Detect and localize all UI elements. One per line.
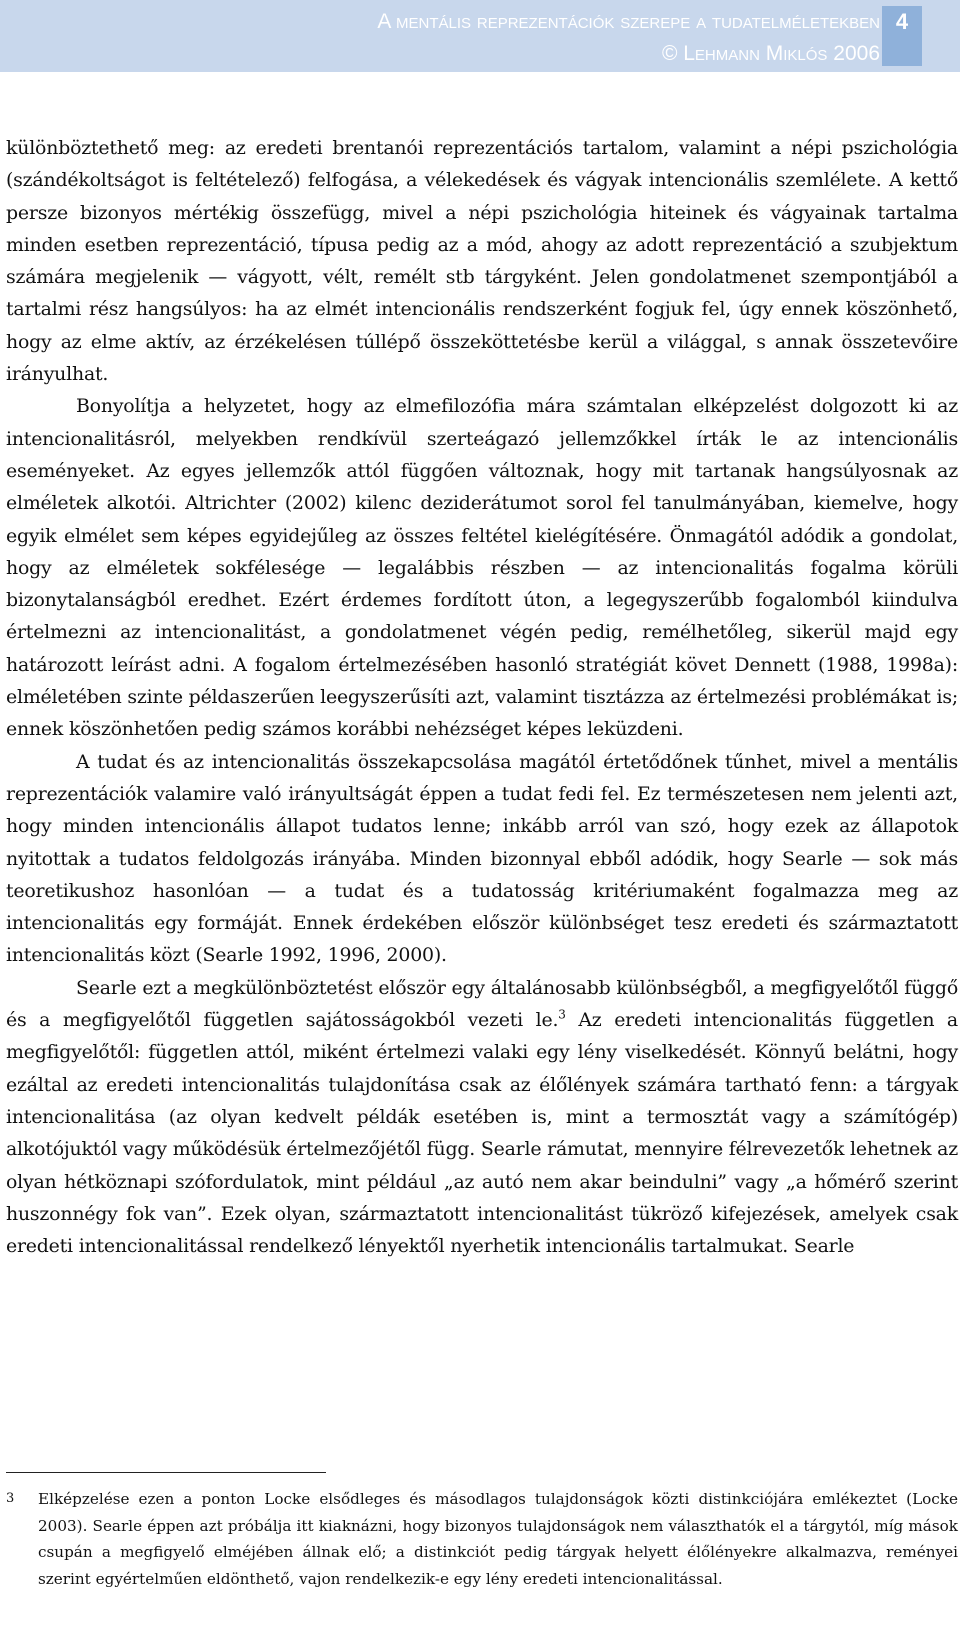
paragraph-text: Searle ezt a megkülönböztetést először egy általánosabb különbségből, a megfigyelőtől függő és a megfigyelőtől független sajátosságokból vezeti le. xyxy=(6,976,958,1032)
footnote-text: Elképzelése ezen a ponton Locke elsődleges és másodlagos tulajdonságok közti distinkciójára emlékeztet (Locke 2003). Searle éppen azt próbálja itt kiaknázni, hogy bizonyos tulajdonságok nem választhatók el a tárgytól, míg mások csupán a megfigyelő elméjében állnak elő; a distinkciót pedig tárgyak helyett élőlényekre alkalmazva, reményei szerint egyértelműen eldönthető, vajon rendelkezik-e egy lény eredeti intencionalitással. xyxy=(38,1490,958,1588)
footnote xyxy=(6,1486,958,1592)
running-title: A mentális reprezentációk szerepe a tudatelméletekben xyxy=(377,10,880,33)
running-header xyxy=(377,6,880,70)
footnote-separator xyxy=(6,1472,326,1473)
paragraph xyxy=(6,972,958,1263)
footnote-mark: 3 xyxy=(6,1491,15,1506)
paragraph: Bonyolítja a helyzetet, hogy az elmefilozófia mára számtalan elképzelést dolgozott ki az intencionalitásról, melyekben rendkívül szerteágazó jellemzőkkel írták le az intencionális eseményeket. Az egyes jellemzők attól függően változnak, hogy mit tartanak hangsúlyosnak az elméletek alkotói. Altrichter (2002) kilenc deziderátumot sorol fel tanulmányában, kiemelve, hogy egyik elmélet sem képes egyidejűleg az összes feltétel kielégítésére. Önmagától adódik a gondolat, hogy az elméletek sokfélesége — legalábbis részben — az intencionalitás fogalma körüli bizonytalanságból eredhet. Ezért érdemes fordított úton, a legegyszerűbb fogalomból kiindulva értelmezni az intencionalitást, a gondolatmenet végén pedig, remélhetőleg, sikerül majd egy határozott leírást adni. A fogalom értelmezésében hasonló stratégiát követ Dennett (1988, 1998a): elméletében szinte példaszerűen leegyszerűsíti azt, valamint tisztázza az értelmezési problémákat is; ennek köszönhetően pedig számos korábbi nehézséget képes leküzdeni. xyxy=(6,395,958,741)
page-number: 4 xyxy=(882,6,922,66)
paragraph-text: Az eredeti intencionalitás független a megfigyelőtől: független attól, miként értelmezi valaki egy lény viselkedését. Könnyű belátni, hogy ezáltal az eredeti intencionalitás tulajdonítása csak az élőlények számára tartható fenn: a tárgyak intencionalitása (az olyan kedvelt példák esetében is, mint a termosztát vagy a számítógép) alkotójuktól vagy működésük értelmezőjétől függ. Searle rámutat, mennyire félrevezetők lehetnek az olyan hétköznapi szófordulatok, mint például „az autó nem akar beindulni” vagy „a hőmérő szerint huszonnégy fok van”. Ezek olyan, származtatott intencionalitást tükröző kifejezések, amelyek csak eredeti intencionalitással rendelkező lényektől nyerhetik intencionális tartalmukat. Searle xyxy=(6,1009,958,1258)
paragraph: különböztethető meg: az eredeti brentanói reprezentációs tartalom, valamint a népi pszichológia (szándékoltságot is feltételező) felfogása, a vélekedések és vágyak intencionális szemlélete. A kettő persze bizonyos mértékig összefügg, mivel a népi pszichológia hiteinek és vágyainak tartalma minden esetben reprezentáció, típusa pedig az a mód, ahogy az adott reprezentáció a szubjektum számára megjelenik — vágyott, vélt, remélt stb tárgyként. Jelen gondolatmenet szempontjából a tartalmi rész hangsúlyos: ha az elmét intencionális rendszerként fogjuk fel, úgy ennek köszönhető, hogy az elme aktív, az érzékelésen túllépő összeköttetésbe kerül a világgal, s annak összetevőire irányulhat. xyxy=(6,137,958,386)
footnote-reference[interactable]: 3 xyxy=(558,1007,566,1022)
body-text xyxy=(6,132,958,1262)
paragraph: A tudat és az intencionalitás összekapcsolása magától értetődőnek tűnhet, mivel a mentális reprezentációk valamire való irányultságát éppen a tudat fedi fel. Ez természetesen nem jelenti azt, hogy minden intencionális állapot tudatos lenne; inkább arról van szó, hogy ezek az állapotok nyitottak a tudatos feldolgozás irányába. Minden bizonnyal ebből adódik, hogy Searle — sok más teoretikushoz hasonlóan — a tudat és a tudatosság kritériumaként fogalmazza meg az intencionalitás egy formáját. Ennek érdekében először különbséget tesz eredeti és származtatott intencionalitás közt (Searle 1992, 1996, 2000). xyxy=(6,750,958,967)
running-author: © Lehmann Miklós 2006 xyxy=(661,42,880,65)
page-header xyxy=(0,0,960,72)
